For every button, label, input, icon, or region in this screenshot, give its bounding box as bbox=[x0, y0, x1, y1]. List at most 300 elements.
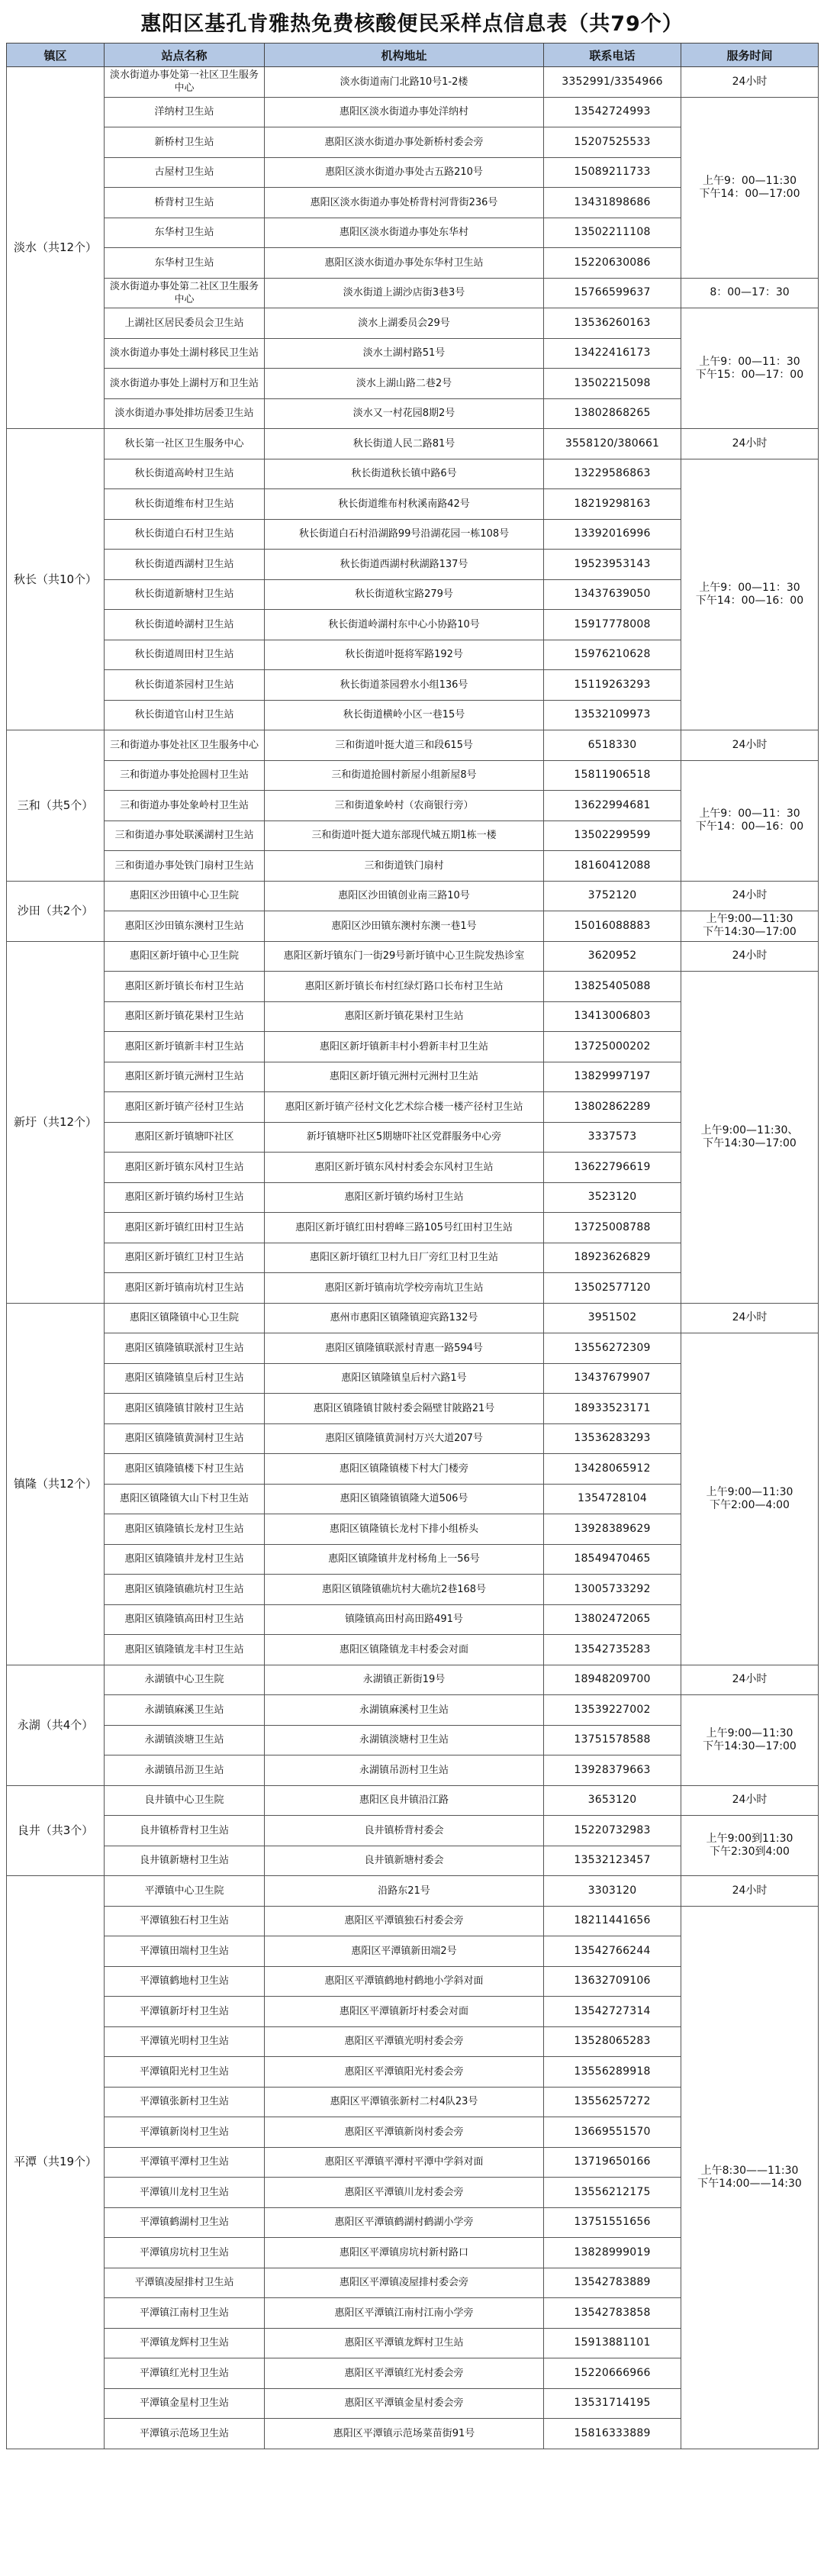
site-address: 惠阳区平潭镇张新村二村4队23号 bbox=[265, 2087, 544, 2117]
town-name: 平潭（共19个） bbox=[7, 1876, 105, 2449]
service-hours bbox=[681, 67, 819, 98]
site-phone: 13632709106 bbox=[544, 1966, 681, 1997]
site-phone: 13802868265 bbox=[544, 398, 681, 429]
service-hours bbox=[681, 1333, 819, 1665]
site-phone: 13622796619 bbox=[544, 1153, 681, 1183]
town-name: 沙田（共2个） bbox=[7, 881, 105, 941]
site-address: 惠州市惠阳区镇隆镇迎宾路132号 bbox=[265, 1303, 544, 1333]
service-hours-line: 24小时 bbox=[732, 738, 768, 751]
site-phone: 15220732983 bbox=[544, 1816, 681, 1846]
service-hours-line: 24小时 bbox=[732, 1794, 768, 1807]
header-phone: 联系电话 bbox=[544, 44, 681, 67]
service-hours-line: 24小时 bbox=[732, 75, 768, 88]
site-address: 秋长街道岭湖村东中心小协路10号 bbox=[265, 610, 544, 640]
site-name: 平潭镇红光村卫生站 bbox=[105, 2358, 265, 2389]
site-phone: 13431898686 bbox=[544, 188, 681, 218]
site-name: 惠阳区新圩镇红田村卫生站 bbox=[105, 1213, 265, 1243]
site-phone: 13542727314 bbox=[544, 1997, 681, 2027]
site-address: 惠阳区镇隆镇井龙村杨角上一56号 bbox=[265, 1544, 544, 1575]
site-name: 惠阳区镇隆镇长龙村卫生站 bbox=[105, 1514, 265, 1545]
site-address: 淡水街道南门北路10号1-2楼 bbox=[265, 67, 544, 98]
town-name: 淡水（共12个） bbox=[7, 67, 105, 429]
table-row bbox=[7, 67, 819, 98]
site-name: 淡水街道办事处第一社区卫生服务中心 bbox=[105, 67, 265, 98]
site-name: 平潭镇川龙村卫生站 bbox=[105, 2178, 265, 2208]
site-name: 秋长街道新塘村卫生站 bbox=[105, 579, 265, 610]
service-hours-line: 上午8:30——11:30 bbox=[700, 2164, 799, 2177]
site-phone: 3523120 bbox=[544, 1182, 681, 1213]
site-address: 惠阳区平潭镇新岗村委会旁 bbox=[265, 2117, 544, 2148]
site-name: 三和街道办事处联溪湖村卫生站 bbox=[105, 821, 265, 851]
site-address: 惠阳区淡水街道办事处新桥村委会旁 bbox=[265, 127, 544, 158]
site-phone: 13928389629 bbox=[544, 1514, 681, 1545]
service-hours bbox=[681, 911, 819, 942]
site-address: 惠阳区平潭镇新田端2号 bbox=[265, 1936, 544, 1967]
site-name: 永湖镇淡塘卫生站 bbox=[105, 1725, 265, 1755]
site-name: 平潭镇鹤地村卫生站 bbox=[105, 1966, 265, 1997]
sampling-sites-table bbox=[6, 43, 819, 2449]
site-address: 惠阳区平潭镇阳光村委会旁 bbox=[265, 2057, 544, 2088]
site-address: 永湖镇吊沥村卫生站 bbox=[265, 1755, 544, 1786]
site-name: 平潭镇房坑村卫生站 bbox=[105, 2238, 265, 2268]
site-phone: 13829997197 bbox=[544, 1062, 681, 1092]
site-name: 惠阳区镇隆镇井龙村卫生站 bbox=[105, 1544, 265, 1575]
service-hours-line: 下午14：00—16：00 bbox=[695, 594, 804, 607]
site-address: 永湖镇麻溪村卫生站 bbox=[265, 1695, 544, 1726]
site-address: 秋长街道横岭小区一巷15号 bbox=[265, 700, 544, 730]
service-hours-line: 24小时 bbox=[732, 1311, 768, 1324]
site-address: 惠阳区镇隆镇联派村青惠一路594号 bbox=[265, 1333, 544, 1364]
site-address: 惠阳区新圩镇花果村卫生站 bbox=[265, 1001, 544, 1032]
service-hours bbox=[681, 1303, 819, 1333]
site-name: 上湖社区居民委员会卫生站 bbox=[105, 308, 265, 339]
site-phone: 13502577120 bbox=[544, 1273, 681, 1304]
site-phone: 13751551656 bbox=[544, 2207, 681, 2238]
site-name: 淡水街道办事处上湖村万和卫生站 bbox=[105, 369, 265, 399]
site-address: 惠阳区新圩镇红田村碧峰三路105号红田村卫生站 bbox=[265, 1213, 544, 1243]
site-address: 惠阳区平潭镇示范场菜苗街91号 bbox=[265, 2419, 544, 2449]
site-phone: 13542783858 bbox=[544, 2298, 681, 2329]
site-phone: 13502211108 bbox=[544, 218, 681, 248]
site-address: 镇隆镇高田村高田路491号 bbox=[265, 1604, 544, 1635]
site-phone: 3653120 bbox=[544, 1785, 681, 1816]
site-address: 三和街道叶挺大道三和段615号 bbox=[265, 730, 544, 761]
site-address: 淡水土湖村路51号 bbox=[265, 338, 544, 369]
service-hours bbox=[681, 1906, 819, 2449]
site-address: 惠阳区平潭镇独石村委会旁 bbox=[265, 1906, 544, 1936]
service-hours bbox=[681, 308, 819, 429]
site-name: 秋长街道官山村卫生站 bbox=[105, 700, 265, 730]
site-address: 良井镇新塘村委会 bbox=[265, 1846, 544, 1876]
site-address: 惠阳区良井镇沿江路 bbox=[265, 1785, 544, 1816]
service-hours-line: 上午9：00—11:30 bbox=[702, 174, 797, 187]
site-phone: 18160412088 bbox=[544, 851, 681, 882]
service-hours bbox=[681, 278, 819, 308]
site-name: 永湖镇麻溪卫生站 bbox=[105, 1695, 265, 1726]
site-address: 惠阳区淡水街道办事处东华村 bbox=[265, 218, 544, 248]
service-hours bbox=[681, 459, 819, 730]
site-phone: 13751578588 bbox=[544, 1725, 681, 1755]
site-address: 淡水又一村花园8期2号 bbox=[265, 398, 544, 429]
site-phone: 13556212175 bbox=[544, 2178, 681, 2208]
site-phone: 13725000202 bbox=[544, 1032, 681, 1062]
table-row bbox=[7, 308, 819, 339]
site-phone: 13802862289 bbox=[544, 1092, 681, 1123]
site-name: 秋长街道周田村卫生站 bbox=[105, 640, 265, 670]
service-hours-line: 下午2:30到4:00 bbox=[710, 1846, 790, 1858]
table-row bbox=[7, 97, 819, 127]
site-phone: 13528065283 bbox=[544, 2026, 681, 2057]
site-phone: 13542735283 bbox=[544, 1635, 681, 1665]
site-address: 惠阳区平潭镇龙辉村卫生站 bbox=[265, 2328, 544, 2358]
service-hours-line: 24小时 bbox=[732, 437, 768, 450]
site-phone: 13422416173 bbox=[544, 338, 681, 369]
site-name: 秋长第一社区卫生服务中心 bbox=[105, 429, 265, 459]
site-address: 淡水上湖山路二巷2号 bbox=[265, 369, 544, 399]
site-address: 秋长街道西湖村秋湖路137号 bbox=[265, 550, 544, 580]
site-address: 秋长街道维布村秋溪南路42号 bbox=[265, 489, 544, 520]
site-name: 东华村卫生站 bbox=[105, 248, 265, 279]
site-phone: 13556272309 bbox=[544, 1333, 681, 1364]
site-name: 淡水街道办事处排坊居委卫生站 bbox=[105, 398, 265, 429]
site-phone: 18933523171 bbox=[544, 1394, 681, 1424]
site-phone: 18948209700 bbox=[544, 1665, 681, 1695]
site-address: 淡水街道上湖沙店街3巷3号 bbox=[265, 278, 544, 308]
site-address: 秋长街道秋长镇中路6号 bbox=[265, 459, 544, 489]
service-hours-line: 上午9：00—11：30 bbox=[699, 581, 800, 594]
service-hours-line: 上午9：00—11：30 bbox=[699, 355, 800, 368]
site-phone: 15917778008 bbox=[544, 610, 681, 640]
table-row bbox=[7, 1816, 819, 1846]
site-address: 惠阳区平潭镇房坑村新村路口 bbox=[265, 2238, 544, 2268]
site-address: 淡水上湖委员会29号 bbox=[265, 308, 544, 339]
site-phone: 13532109973 bbox=[544, 700, 681, 730]
town-name: 良井（共3个） bbox=[7, 1785, 105, 1876]
site-phone: 13725008788 bbox=[544, 1213, 681, 1243]
site-name: 惠阳区新圩镇新丰村卫生站 bbox=[105, 1032, 265, 1062]
site-address: 惠阳区平潭镇新圩村委会对面 bbox=[265, 1997, 544, 2027]
service-hours-line: 下午15：00—17：00 bbox=[695, 368, 804, 381]
site-name: 惠阳区镇隆镇礁坑村卫生站 bbox=[105, 1575, 265, 1605]
site-address: 秋长街道秋宝路279号 bbox=[265, 579, 544, 610]
site-phone: 15220666966 bbox=[544, 2358, 681, 2389]
site-name: 惠阳区新圩镇塘吓社区 bbox=[105, 1122, 265, 1153]
site-address: 永湖镇淡塘村卫生站 bbox=[265, 1725, 544, 1755]
site-phone: 18219298163 bbox=[544, 489, 681, 520]
service-hours-line: 24小时 bbox=[732, 1884, 768, 1897]
site-phone: 13502215098 bbox=[544, 369, 681, 399]
town-name: 永湖（共4个） bbox=[7, 1665, 105, 1785]
site-name: 平潭镇阳光村卫生站 bbox=[105, 2057, 265, 2088]
site-phone: 13229586863 bbox=[544, 459, 681, 489]
table-row bbox=[7, 730, 819, 761]
site-name: 惠阳区镇隆镇黄洞村卫生站 bbox=[105, 1423, 265, 1454]
site-phone: 15207525533 bbox=[544, 127, 681, 158]
site-phone: 15913881101 bbox=[544, 2328, 681, 2358]
site-phone: 15811906518 bbox=[544, 760, 681, 791]
site-name: 平潭镇平潭村卫生站 bbox=[105, 2147, 265, 2178]
site-phone: 3951502 bbox=[544, 1303, 681, 1333]
site-name: 平潭镇凌屋排村卫生站 bbox=[105, 2268, 265, 2298]
site-address: 惠阳区平潭镇川龙村委会旁 bbox=[265, 2178, 544, 2208]
site-name: 惠阳区新圩镇约场村卫生站 bbox=[105, 1182, 265, 1213]
site-address: 惠阳区新圩镇约场村卫生站 bbox=[265, 1182, 544, 1213]
site-phone: 13542724993 bbox=[544, 97, 681, 127]
site-name: 三和街道办事处象岭村卫生站 bbox=[105, 791, 265, 821]
site-name: 淡水街道办事处土湖村移民卫生站 bbox=[105, 338, 265, 369]
site-name: 淡水街道办事处第二社区卫生服务中心 bbox=[105, 278, 265, 308]
header-hours: 服务时间 bbox=[681, 44, 819, 67]
site-name: 惠阳区新圩镇东风村卫生站 bbox=[105, 1153, 265, 1183]
site-name: 惠阳区新圩镇中心卫生院 bbox=[105, 941, 265, 972]
site-phone: 13542766244 bbox=[544, 1936, 681, 1967]
site-phone: 13539227002 bbox=[544, 1695, 681, 1726]
service-hours-line: 24小时 bbox=[732, 1673, 768, 1686]
service-hours-line: 上午9:00—11:30 bbox=[706, 1485, 793, 1498]
town-name: 镇隆（共12个） bbox=[7, 1303, 105, 1665]
site-name: 平潭镇张新村卫生站 bbox=[105, 2087, 265, 2117]
site-address: 惠阳区平潭镇凌屋排村委会旁 bbox=[265, 2268, 544, 2298]
site-phone: 3620952 bbox=[544, 941, 681, 972]
site-name: 惠阳区新圩镇南坑村卫生站 bbox=[105, 1273, 265, 1304]
service-hours bbox=[681, 1876, 819, 1907]
service-hours bbox=[681, 760, 819, 881]
site-phone: 18211441656 bbox=[544, 1906, 681, 1936]
site-name: 惠阳区新圩镇红卫村卫生站 bbox=[105, 1243, 265, 1273]
site-phone: 13669551570 bbox=[544, 2117, 681, 2148]
site-phone: 3558120/380661 bbox=[544, 429, 681, 459]
site-name: 秋长街道茶园村卫生站 bbox=[105, 670, 265, 701]
service-hours-line: 8：00—17：30 bbox=[710, 286, 790, 299]
site-phone: 13536283293 bbox=[544, 1423, 681, 1454]
table-row bbox=[7, 1333, 819, 1364]
header-site: 站点名称 bbox=[105, 44, 265, 67]
service-hours-line: 上午9:00—11:30、 bbox=[700, 1124, 799, 1136]
site-phone: 13536260163 bbox=[544, 308, 681, 339]
site-name: 平潭镇江南村卫生站 bbox=[105, 2298, 265, 2329]
service-hours bbox=[681, 1785, 819, 1816]
site-name: 桥背村卫生站 bbox=[105, 188, 265, 218]
table-row bbox=[7, 941, 819, 972]
site-phone: 19523953143 bbox=[544, 550, 681, 580]
site-name: 秋长街道白石村卫生站 bbox=[105, 519, 265, 550]
table-row bbox=[7, 1665, 819, 1695]
site-address: 新圩镇塘吓社区5期塘吓社区党群服务中心旁 bbox=[265, 1122, 544, 1153]
site-address: 惠阳区新圩镇东门一街29号新圩镇中心卫生院发热诊室 bbox=[265, 941, 544, 972]
table-body bbox=[7, 67, 819, 2449]
site-phone: 13428065912 bbox=[544, 1454, 681, 1485]
site-phone: 13005733292 bbox=[544, 1575, 681, 1605]
table-row bbox=[7, 1906, 819, 1936]
site-name: 惠阳区镇隆镇高田村卫生站 bbox=[105, 1604, 265, 1635]
site-phone: 18549470465 bbox=[544, 1544, 681, 1575]
site-name: 惠阳区镇隆镇皇后村卫生站 bbox=[105, 1363, 265, 1394]
site-name: 惠阳区新圩镇产径村卫生站 bbox=[105, 1092, 265, 1123]
site-name: 东华村卫生站 bbox=[105, 218, 265, 248]
site-address: 惠阳区新圩镇长布村红绿灯路口长布村卫生站 bbox=[265, 972, 544, 1002]
site-phone: 13437679907 bbox=[544, 1363, 681, 1394]
site-phone: 15976210628 bbox=[544, 640, 681, 670]
service-hours-line: 上午9:00到11:30 bbox=[706, 1833, 793, 1845]
site-name: 良井镇中心卫生院 bbox=[105, 1785, 265, 1816]
site-name: 洋纳村卫生站 bbox=[105, 97, 265, 127]
site-name: 平潭镇田端村卫生站 bbox=[105, 1936, 265, 1967]
site-name: 惠阳区镇隆镇大山下村卫生站 bbox=[105, 1484, 265, 1514]
town-name: 秋长（共10个） bbox=[7, 429, 105, 730]
site-phone: 15766599637 bbox=[544, 278, 681, 308]
page-title: 惠阳区基孔肯雅热免费核酸便民采样点信息表（共79个） bbox=[140, 11, 684, 36]
site-phone: 13392016996 bbox=[544, 519, 681, 550]
site-address: 惠阳区沙田镇东澳村东澳一巷1号 bbox=[265, 911, 544, 942]
table-header-row bbox=[7, 44, 819, 67]
site-name: 惠阳区镇隆镇甘陂村卫生站 bbox=[105, 1394, 265, 1424]
header-address: 机构地址 bbox=[265, 44, 544, 67]
site-name: 平潭镇光明村卫生站 bbox=[105, 2026, 265, 2057]
service-hours bbox=[681, 429, 819, 459]
site-name: 惠阳区镇隆镇联派村卫生站 bbox=[105, 1333, 265, 1364]
town-name: 新圩（共12个） bbox=[7, 941, 105, 1303]
site-phone: 13413006803 bbox=[544, 1001, 681, 1032]
site-address: 惠阳区新圩镇产径村文化艺术综合楼一楼产径村卫生站 bbox=[265, 1092, 544, 1123]
site-address: 惠阳区平潭镇红光村委会旁 bbox=[265, 2358, 544, 2389]
site-name: 平潭镇独石村卫生站 bbox=[105, 1906, 265, 1936]
site-address: 三和街道叶挺大道东部现代城五期1栋一楼 bbox=[265, 821, 544, 851]
site-address: 惠阳区平潭镇平潭村平潭中学斜对面 bbox=[265, 2147, 544, 2178]
table-row bbox=[7, 429, 819, 459]
site-name: 惠阳区新圩镇元洲村卫生站 bbox=[105, 1062, 265, 1092]
site-phone: 3752120 bbox=[544, 881, 681, 911]
site-address: 惠阳区平潭镇鹤地村鹤地小学斜对面 bbox=[265, 1966, 544, 1997]
service-hours-line: 上午9:00—11:30 bbox=[706, 1726, 793, 1739]
table-row bbox=[7, 1695, 819, 1726]
site-name: 惠阳区沙田镇东澳村卫生站 bbox=[105, 911, 265, 942]
site-name: 平潭镇龙辉村卫生站 bbox=[105, 2328, 265, 2358]
service-hours-line: 下午14:00——14:30 bbox=[697, 2177, 802, 2190]
site-name: 平潭镇新岗村卫生站 bbox=[105, 2117, 265, 2148]
table-row bbox=[7, 760, 819, 791]
site-name: 平潭镇金星村卫生站 bbox=[105, 2388, 265, 2419]
site-phone: 3337573 bbox=[544, 1122, 681, 1153]
service-hours bbox=[681, 1695, 819, 1786]
site-address: 惠阳区镇隆镇楼下村大门楼旁 bbox=[265, 1454, 544, 1485]
site-name: 新桥村卫生站 bbox=[105, 127, 265, 158]
site-phone: 13556289918 bbox=[544, 2057, 681, 2088]
site-phone: 13531714195 bbox=[544, 2388, 681, 2419]
site-phone: 13719650166 bbox=[544, 2147, 681, 2178]
service-hours-line: 上午9：00—11：30 bbox=[699, 808, 800, 820]
site-address: 惠阳区镇隆镇黄洞村万兴大道207号 bbox=[265, 1423, 544, 1454]
site-phone: 13542783889 bbox=[544, 2268, 681, 2298]
site-address: 永湖镇正新街19号 bbox=[265, 1665, 544, 1695]
site-address: 惠阳区镇隆镇长龙村下排小组桥头 bbox=[265, 1514, 544, 1545]
table-row bbox=[7, 1785, 819, 1816]
site-address: 秋长街道人民二路81号 bbox=[265, 429, 544, 459]
service-hours bbox=[681, 730, 819, 761]
site-phone: 3303120 bbox=[544, 1876, 681, 1907]
service-hours-line: 下午2:00—4:00 bbox=[710, 1498, 790, 1511]
site-phone: 13825405088 bbox=[544, 972, 681, 1002]
site-phone: 1354728104 bbox=[544, 1484, 681, 1514]
service-hours-line: 下午14：00—17:00 bbox=[699, 187, 800, 200]
site-phone: 13622994681 bbox=[544, 791, 681, 821]
site-name: 平潭镇示范场卫生站 bbox=[105, 2419, 265, 2449]
site-address: 三和街道铁门扇村 bbox=[265, 851, 544, 882]
site-phone: 15016088883 bbox=[544, 911, 681, 942]
site-name: 惠阳区镇隆镇中心卫生院 bbox=[105, 1303, 265, 1333]
site-phone: 13802472065 bbox=[544, 1604, 681, 1635]
service-hours-line: 上午9:00—11:30 bbox=[706, 913, 793, 926]
site-phone: 18923626829 bbox=[544, 1243, 681, 1273]
site-address: 沿路东21号 bbox=[265, 1876, 544, 1907]
table-row bbox=[7, 911, 819, 942]
service-hours bbox=[681, 1665, 819, 1695]
site-address: 三和街道抢圆村新屋小组新屋8号 bbox=[265, 760, 544, 791]
site-name: 秋长街道高岭村卫生站 bbox=[105, 459, 265, 489]
site-phone: 13928379663 bbox=[544, 1755, 681, 1786]
site-phone: 13437639050 bbox=[544, 579, 681, 610]
site-phone: 15089211733 bbox=[544, 157, 681, 188]
service-hours-line: 下午14:30—17:00 bbox=[703, 926, 797, 939]
site-name: 惠阳区新圩镇花果村卫生站 bbox=[105, 1001, 265, 1032]
service-hours bbox=[681, 972, 819, 1304]
table-row bbox=[7, 1303, 819, 1333]
site-phone: 15220630086 bbox=[544, 248, 681, 279]
site-name: 惠阳区镇隆镇楼下村卫生站 bbox=[105, 1454, 265, 1485]
site-address: 惠阳区镇隆镇甘陂村委会隔壁甘陂路21号 bbox=[265, 1394, 544, 1424]
site-address: 三和街道象岭村（农商银行旁） bbox=[265, 791, 544, 821]
town-name: 三和（共5个） bbox=[7, 730, 105, 882]
site-phone: 15119263293 bbox=[544, 670, 681, 701]
service-hours-line: 24小时 bbox=[732, 889, 768, 902]
service-hours bbox=[681, 941, 819, 972]
site-address: 惠阳区新圩镇东风村村委会东风村卫生站 bbox=[265, 1153, 544, 1183]
site-address: 惠阳区镇隆镇龙丰村委会对面 bbox=[265, 1635, 544, 1665]
site-name: 惠阳区新圩镇长布村卫生站 bbox=[105, 972, 265, 1002]
service-hours bbox=[681, 97, 819, 278]
site-name: 永湖镇中心卫生院 bbox=[105, 1665, 265, 1695]
site-phone: 13532123457 bbox=[544, 1846, 681, 1876]
site-address: 惠阳区新圩镇元洲村元洲村卫生站 bbox=[265, 1062, 544, 1092]
site-address: 惠阳区镇隆镇皇后村六路1号 bbox=[265, 1363, 544, 1394]
site-name: 惠阳区沙田镇中心卫生院 bbox=[105, 881, 265, 911]
site-phone: 15816333889 bbox=[544, 2419, 681, 2449]
site-phone: 13828999019 bbox=[544, 2238, 681, 2268]
site-address: 惠阳区沙田镇创业南三路10号 bbox=[265, 881, 544, 911]
site-address: 惠阳区平潭镇金星村委会旁 bbox=[265, 2388, 544, 2419]
site-address: 惠阳区镇隆镇礁坑村大礁坑2巷168号 bbox=[265, 1575, 544, 1605]
header-town: 镇区 bbox=[7, 44, 105, 67]
site-name: 平潭镇新圩村卫生站 bbox=[105, 1997, 265, 2027]
site-address: 惠阳区淡水街道办事处桥背村河背街236号 bbox=[265, 188, 544, 218]
site-name: 永湖镇吊沥卫生站 bbox=[105, 1755, 265, 1786]
service-hours-line: 下午14：00—16：00 bbox=[695, 821, 804, 833]
site-address: 惠阳区淡水街道办事处古五路210号 bbox=[265, 157, 544, 188]
site-name: 古屋村卫生站 bbox=[105, 157, 265, 188]
site-address: 惠阳区淡水街道办事处洋纳村 bbox=[265, 97, 544, 127]
site-phone: 13502299599 bbox=[544, 821, 681, 851]
table-row bbox=[7, 278, 819, 308]
site-name: 平潭镇鹤湖村卫生站 bbox=[105, 2207, 265, 2238]
table-row bbox=[7, 459, 819, 489]
table-row bbox=[7, 1876, 819, 1907]
site-address: 惠阳区淡水街道办事处东华村卫生站 bbox=[265, 248, 544, 279]
site-address: 秋长街道叶挺将军路192号 bbox=[265, 640, 544, 670]
site-name: 良井镇桥背村卫生站 bbox=[105, 1816, 265, 1846]
table-row bbox=[7, 881, 819, 911]
service-hours bbox=[681, 1816, 819, 1876]
site-address: 惠阳区镇隆镇镇隆大道506号 bbox=[265, 1484, 544, 1514]
site-address: 惠阳区新圩镇新丰村小碧新丰村卫生站 bbox=[265, 1032, 544, 1062]
